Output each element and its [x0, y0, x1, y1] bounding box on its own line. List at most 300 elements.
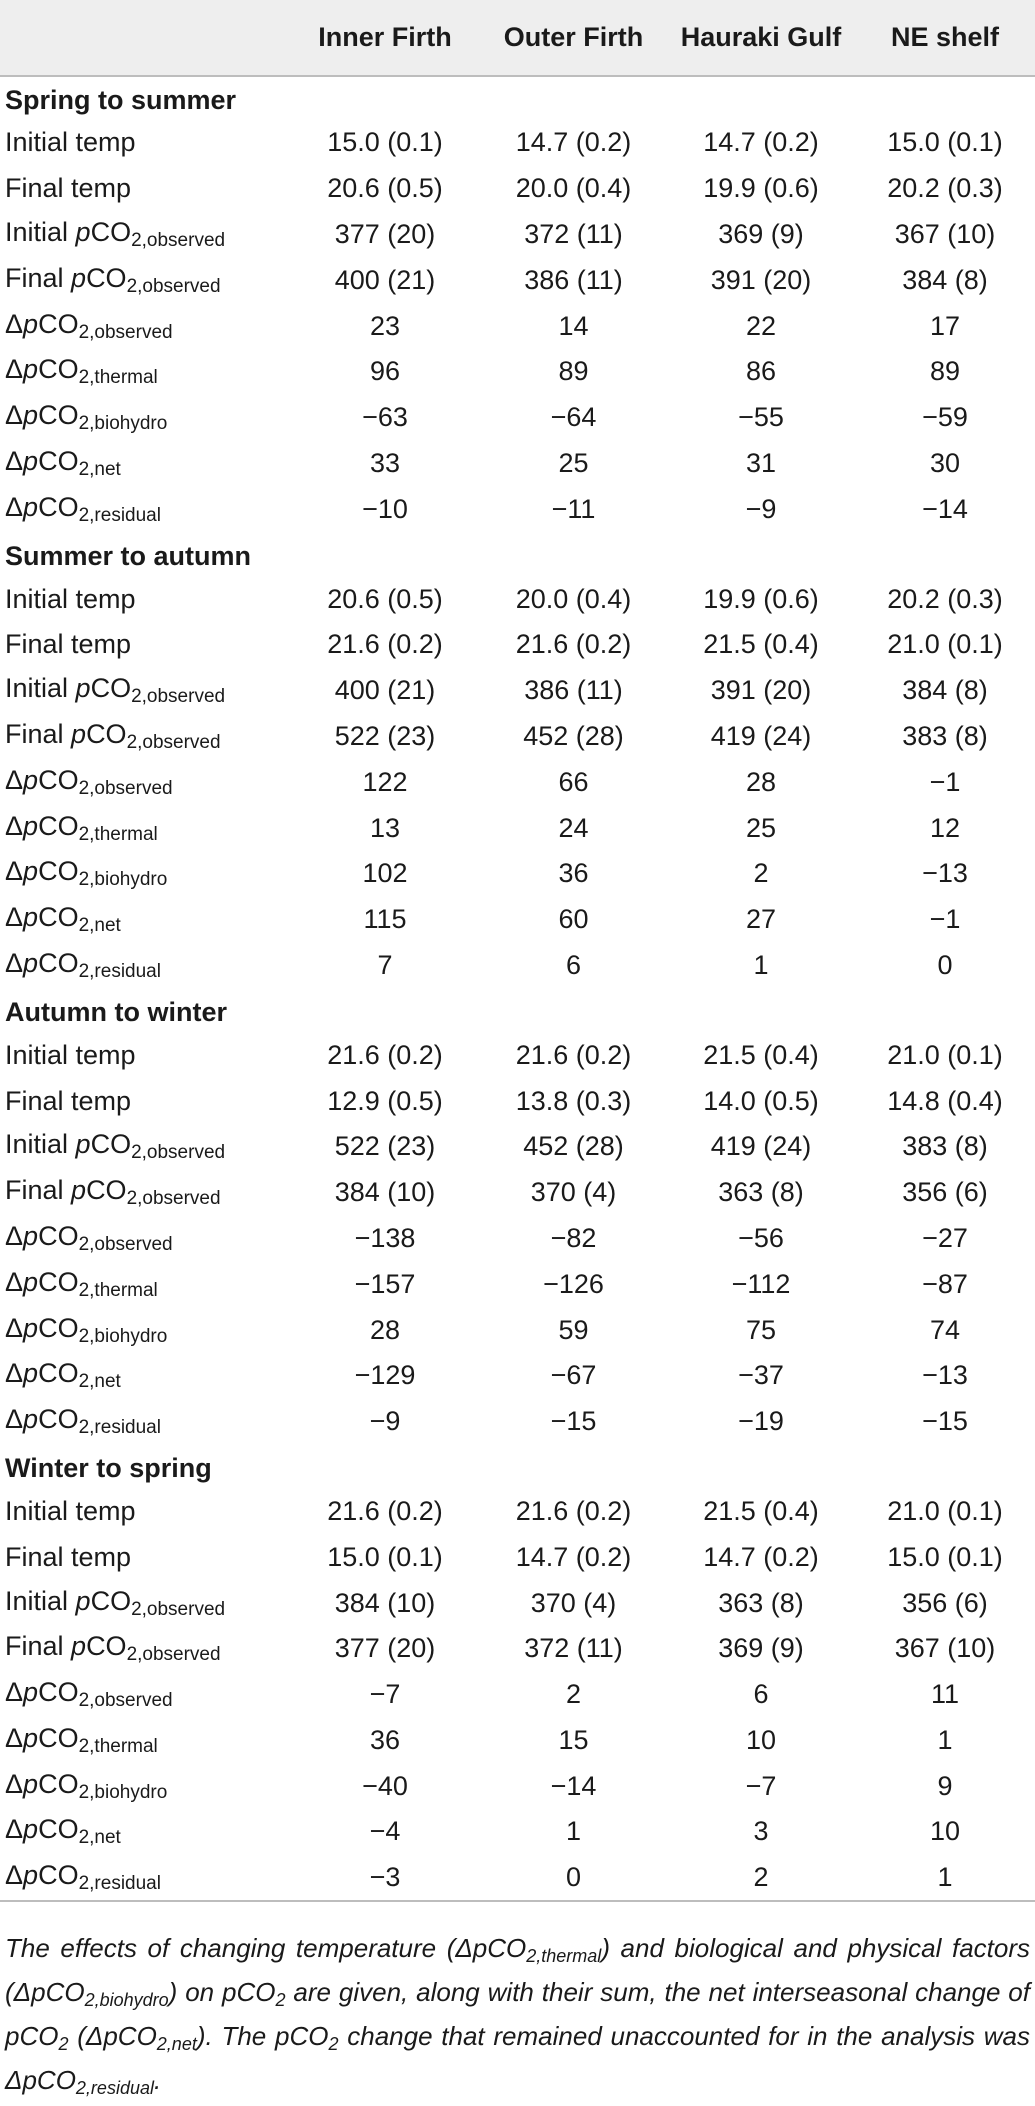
row-label: [0, 1032, 290, 1078]
table-cell: 25: [558, 447, 589, 478]
table-cell: −63: [362, 402, 408, 433]
row-label-prefix: Δ: [5, 1859, 24, 1890]
table-cell: 522 (23): [334, 720, 436, 751]
table-cell: 33: [369, 447, 401, 478]
table-cell: 356 (6): [902, 1177, 988, 1208]
row-label-prefix: Δ: [5, 856, 24, 887]
row-label-italic-p: p: [23, 856, 39, 887]
row-label-prefix: Initial: [5, 673, 76, 704]
table-cell: 21.6 (0.2): [515, 1039, 632, 1070]
row-label: [0, 576, 290, 622]
row-label-base: Final temp: [5, 1085, 132, 1116]
footnote-text: pCO: [275, 2021, 329, 2051]
footnote-subscript: 2,net: [156, 2034, 197, 2054]
table-cell: 384 (10): [334, 1177, 436, 1208]
table-body: [0, 76, 1035, 1901]
footnote-subscript: 2: [275, 1990, 286, 2010]
row-label-italic-p: p: [23, 400, 39, 431]
table-cell: 452 (28): [523, 720, 624, 751]
table-row: [0, 1353, 1035, 1399]
row-label-subscript: 2,observed: [78, 777, 173, 799]
row-label-prefix: Δ: [5, 354, 24, 385]
table-cell: 19.9 (0.6): [703, 583, 819, 614]
row-label-base: CO: [38, 354, 79, 385]
footnote-text: ). The: [196, 2021, 276, 2051]
table-row: [0, 486, 1035, 532]
table-cell: 400 (21): [334, 264, 436, 295]
row-label-italic-p: p: [23, 1266, 39, 1297]
row-label-subscript: 2,observed: [78, 1233, 173, 1255]
col-header: NE shelf: [855, 0, 1035, 76]
table-cell: 384 (8): [902, 675, 988, 706]
row-label-base: CO: [38, 764, 79, 795]
row-label: [0, 395, 290, 441]
footnote-subscript: 2: [58, 2034, 69, 2054]
col-header: Outer Firth: [480, 0, 667, 76]
table-row: [0, 576, 1035, 622]
table-cell: 6: [565, 949, 582, 980]
footnote-text: pCO: [472, 1933, 527, 1963]
table-cell: 522 (23): [334, 1131, 436, 1162]
row-label: [0, 1261, 290, 1307]
table-cell: −9: [745, 493, 777, 524]
table-cell: −3: [290, 1855, 480, 1901]
table-row: [0, 1809, 1035, 1855]
row-label-italic-p: p: [75, 1129, 91, 1160]
footnote-text: change that remained unaccounted for in the analysis was Δ: [5, 2021, 1030, 2095]
row-label-prefix: Final: [5, 1175, 72, 1206]
row-label: [0, 1216, 290, 1262]
table-cell: 21.6 (0.2): [515, 629, 632, 660]
table-cell: 7: [377, 949, 393, 980]
table-cell: 0: [937, 949, 953, 980]
table-cell: 1: [855, 1855, 1035, 1901]
row-label-base: CO: [38, 308, 79, 339]
table-cell: 10: [745, 1724, 777, 1755]
table-cell: 27: [745, 904, 777, 935]
row-label-italic-p: p: [23, 1722, 39, 1753]
row-label-base: Final temp: [5, 629, 132, 660]
table-cell: 2: [753, 858, 769, 889]
table-row: [0, 1078, 1035, 1124]
row-label: [0, 1626, 290, 1672]
table-cell: 384 (8): [902, 264, 988, 295]
table-row: [0, 943, 1035, 989]
row-label: [0, 668, 290, 714]
table-cell: 369 (9): [718, 1633, 804, 1664]
table-cell: 419 (24): [710, 720, 812, 751]
table-cell: −126: [543, 1268, 604, 1299]
row-label-subscript: 2,thermal: [78, 823, 158, 845]
table-row: [0, 212, 1035, 258]
table-cell: −14: [550, 1770, 597, 1801]
footnote-text: pCO: [222, 1977, 276, 2007]
table-cell: 89: [929, 356, 961, 387]
row-label-prefix: Δ: [5, 1404, 24, 1435]
table-cell: 14: [558, 310, 589, 341]
table-cell: 14.7 (0.2): [515, 127, 632, 158]
table-cell: 74: [929, 1314, 961, 1345]
row-label-italic-p: p: [23, 491, 39, 522]
table-cell: −67: [550, 1360, 597, 1391]
row-label: [0, 1124, 290, 1170]
table-cell: 20.0 (0.4): [515, 173, 632, 204]
row-label-prefix: Δ: [5, 308, 24, 339]
row-label-base: CO: [90, 673, 132, 704]
table-cell: 3: [753, 1816, 769, 1847]
section-title: Winter to spring: [5, 1453, 212, 1484]
row-label-subscript: 2,residual: [78, 960, 161, 982]
table-cell: 363 (8): [718, 1177, 804, 1208]
table-cell: −82: [550, 1222, 597, 1253]
table-cell: 115: [363, 904, 407, 935]
table-row: [0, 1261, 1035, 1307]
table-row: [0, 1718, 1035, 1764]
table-cell: 21.0 (0.1): [887, 1039, 1003, 1070]
section-header-row: [0, 988, 1035, 1032]
table-row: [0, 349, 1035, 395]
section-header-row: [0, 76, 1035, 120]
table-cell: 377 (20): [334, 218, 436, 249]
row-label-subscript: 2,observed: [126, 731, 221, 753]
row-label-subscript: 2,observed: [126, 275, 221, 297]
row-label-base: CO: [38, 810, 79, 841]
row-label-base: CO: [38, 1814, 79, 1845]
table-cell: 122: [362, 766, 408, 797]
row-label-prefix: Δ: [5, 1358, 24, 1389]
row-label: [0, 257, 290, 303]
row-label-subscript: 2,observed: [78, 1690, 173, 1712]
table-cell: 367 (10): [894, 1633, 996, 1664]
row-label-base: CO: [86, 262, 127, 293]
table-row: [0, 897, 1035, 943]
table-cell: −15: [550, 1406, 597, 1437]
row-label-base: CO: [38, 1722, 79, 1753]
table-cell: −4: [369, 1816, 401, 1847]
table-cell: 17: [929, 310, 961, 341]
table-cell: −13: [922, 1360, 968, 1391]
row-label-subscript: 2,residual: [78, 1417, 161, 1439]
table-cell: 391 (20): [710, 264, 812, 295]
row-label-subscript: 2,net: [78, 915, 121, 937]
table-footnote: [5, 1930, 1030, 2106]
table-cell: 15.0 (0.1): [887, 1541, 1003, 1572]
row-label-prefix: Δ: [5, 764, 24, 795]
table-cell: 9: [937, 1770, 953, 1801]
table-cell: 75: [745, 1314, 777, 1345]
footnote-text: pCO: [31, 1977, 85, 2007]
footnote-text: ) and biological and physical factors (Δ: [5, 1933, 1030, 2007]
table-row: [0, 851, 1035, 897]
row-label-subscript: 2,observed: [78, 321, 173, 343]
row-label-subscript: 2,biohydro: [78, 1781, 168, 1803]
table-cell: 391 (20): [710, 675, 812, 706]
row-label-base: CO: [38, 1266, 79, 1297]
row-label-prefix: Δ: [5, 1722, 24, 1753]
row-label-subscript: 2,observed: [126, 1188, 221, 1210]
table-cell: 1: [753, 949, 769, 980]
row-label-italic-p: p: [75, 673, 91, 704]
table-cell: 36: [369, 1724, 401, 1755]
row-label-subscript: 2,residual: [78, 1872, 161, 1894]
row-label-prefix: Δ: [5, 810, 24, 841]
row-label-prefix: Δ: [5, 947, 24, 978]
footnote-subscript: 2,residual: [75, 2078, 154, 2098]
table-cell: 1: [937, 1724, 953, 1755]
table-cell: 20.2 (0.3): [887, 583, 1003, 614]
row-label-italic-p: p: [23, 308, 39, 339]
row-label: [0, 1534, 290, 1580]
row-label: [0, 759, 290, 805]
row-label-prefix: Δ: [5, 1220, 24, 1251]
row-label: [0, 1763, 290, 1809]
table-row: [0, 120, 1035, 166]
row-label: [0, 212, 290, 258]
row-label: [0, 1307, 290, 1353]
row-label-base: CO: [38, 445, 79, 476]
table-cell: −1: [929, 904, 961, 935]
table-cell: 36: [558, 858, 589, 889]
row-label-italic-p: p: [23, 947, 39, 978]
row-label-prefix: Δ: [5, 1312, 24, 1343]
table-row: [0, 1763, 1035, 1809]
table-cell: 12: [929, 812, 961, 843]
row-label-subscript: 2,biohydro: [78, 869, 168, 891]
row-label: [0, 1170, 290, 1216]
table-cell: 66: [558, 766, 589, 797]
table-row: [0, 668, 1035, 714]
table-cell: −55: [738, 402, 784, 433]
row-label-subscript: 2,net: [78, 1827, 121, 1849]
row-label-prefix: Initial: [5, 216, 76, 247]
table-cell: −14: [922, 493, 968, 524]
row-label: [0, 349, 290, 395]
section-title: Spring to summer: [5, 85, 237, 115]
row-label-base: Initial temp: [5, 583, 136, 614]
table-cell: −129: [354, 1360, 416, 1391]
table-row: [0, 1124, 1035, 1170]
row-label-subscript: 2,observed: [126, 1644, 221, 1666]
row-label-prefix: Δ: [5, 445, 24, 476]
row-label-base: CO: [86, 1631, 127, 1662]
table-cell: −19: [738, 1406, 784, 1437]
table-cell: 0: [480, 1855, 667, 1901]
row-label-base: CO: [38, 1404, 79, 1435]
table-cell: 21.6 (0.2): [327, 1039, 443, 1070]
row-label-base: CO: [38, 1312, 79, 1343]
table-cell: 369 (9): [718, 218, 804, 249]
row-label: [0, 622, 290, 668]
row-label-subscript: 2,observed: [131, 229, 226, 251]
row-label: [0, 1489, 290, 1535]
row-label-base: CO: [38, 1859, 79, 1890]
table-row: [0, 1855, 1035, 1901]
table-row: [0, 1534, 1035, 1580]
table-row: [0, 257, 1035, 303]
row-label-italic-p: p: [23, 1312, 39, 1343]
table-cell: 386 (11): [524, 264, 623, 295]
table-cell: −40: [362, 1770, 408, 1801]
row-label-prefix: Δ: [5, 491, 24, 522]
table-cell: 6: [753, 1679, 769, 1710]
row-label: [0, 851, 290, 897]
row-label-italic-p: p: [75, 1585, 91, 1616]
row-label-subscript: 2,net: [78, 1371, 121, 1393]
row-label-italic-p: p: [75, 216, 91, 247]
row-label: [0, 441, 290, 487]
row-label-subscript: 2,thermal: [78, 1735, 158, 1757]
row-label-prefix: Initial: [5, 1585, 76, 1616]
row-label-base: CO: [90, 1585, 132, 1616]
row-label-subscript: 2,thermal: [78, 367, 158, 389]
table-cell: −10: [362, 493, 408, 524]
table-cell: 13.8 (0.3): [515, 1085, 632, 1116]
row-label-prefix: Δ: [5, 1266, 24, 1297]
row-label-subscript: 2,net: [78, 458, 121, 480]
row-label-base: CO: [38, 1220, 79, 1251]
table-row: [0, 441, 1035, 487]
table-cell: 15: [558, 1724, 589, 1755]
row-label-subscript: 2,biohydro: [78, 1325, 168, 1347]
table-cell: −56: [738, 1222, 784, 1253]
footnote-text: .: [153, 2065, 162, 2095]
row-label-base: CO: [38, 1768, 79, 1799]
table-cell: 20.6 (0.5): [327, 173, 443, 204]
table-cell: 13: [369, 812, 401, 843]
row-label-italic-p: p: [23, 1404, 39, 1435]
table-cell: 30: [929, 447, 961, 478]
table-cell: 20.0 (0.4): [515, 583, 632, 614]
row-label-base: CO: [38, 947, 79, 978]
row-label-base: CO: [38, 1358, 79, 1389]
footnote-subscript: 2: [328, 2034, 339, 2054]
row-label-prefix: Δ: [5, 902, 24, 933]
row-label: [0, 303, 290, 349]
row-label: [0, 1399, 290, 1445]
table-cell: −9: [369, 1406, 401, 1437]
footnote-text: pCO: [22, 2065, 76, 2095]
row-label: [0, 166, 290, 212]
table-cell: 102: [362, 858, 408, 889]
row-label-italic-p: p: [71, 1631, 87, 1662]
row-label-base: CO: [38, 856, 79, 887]
row-label: [0, 805, 290, 851]
table-cell: 21.6 (0.2): [327, 629, 443, 660]
table-row: [0, 1672, 1035, 1718]
table-cell: 25: [745, 812, 777, 843]
row-label-italic-p: p: [23, 1220, 39, 1251]
footnote-text: pCO: [5, 2021, 59, 2051]
table-row: [0, 1580, 1035, 1626]
row-label-italic-p: p: [23, 1768, 39, 1799]
row-label-base: CO: [86, 1175, 127, 1206]
footnote-subscript: 2,thermal: [526, 1946, 602, 1966]
table-cell: 400 (21): [334, 675, 436, 706]
footnote-text: (Δ: [68, 2021, 104, 2051]
table-cell: 419 (24): [710, 1131, 812, 1162]
row-label: [0, 714, 290, 760]
row-label-subscript: 2,observed: [131, 1142, 226, 1164]
table-row: [0, 622, 1035, 668]
table-cell: 21.6 (0.2): [515, 1495, 632, 1526]
row-label: [0, 1672, 290, 1718]
table-cell: 28: [369, 1314, 401, 1345]
footnote-text: pCO: [103, 2021, 157, 2051]
row-label: [0, 486, 290, 532]
table-cell: 363 (8): [718, 1587, 804, 1618]
row-label-italic-p: p: [23, 902, 39, 933]
row-label-prefix: Final: [5, 1631, 72, 1662]
table-cell: 14.0 (0.5): [703, 1085, 819, 1116]
table-cell: 14.8 (0.4): [887, 1085, 1003, 1116]
row-label-italic-p: p: [23, 1859, 39, 1890]
row-label-prefix: Δ: [5, 1768, 24, 1799]
row-label-base: CO: [38, 400, 79, 431]
table-header: [0, 0, 1035, 76]
table-cell: 14.7 (0.2): [703, 1541, 819, 1572]
row-label-subscript: 2,thermal: [78, 1279, 158, 1301]
table-cell: 372 (11): [524, 1633, 623, 1664]
row-label-subscript: 2,residual: [78, 504, 161, 526]
table-cell: 367 (10): [894, 218, 996, 249]
row-label-prefix: Final: [5, 718, 72, 749]
row-label-subscript: 2,observed: [131, 686, 226, 708]
table-cell: −15: [922, 1406, 968, 1437]
row-label-base: CO: [90, 1129, 132, 1160]
table-cell: 21.0 (0.1): [887, 1495, 1003, 1526]
table-cell: −112: [731, 1268, 791, 1299]
table-row: [0, 1626, 1035, 1672]
table-cell: 356 (6): [902, 1587, 988, 1618]
row-label-base: CO: [86, 718, 127, 749]
row-label: [0, 1078, 290, 1124]
col-header: Inner Firth: [290, 0, 480, 76]
table-cell: 21.5 (0.4): [703, 1039, 819, 1070]
table-cell: −59: [922, 402, 968, 433]
table-row: [0, 1032, 1035, 1078]
table-cell: 11: [930, 1679, 960, 1710]
table-cell: −27: [922, 1222, 968, 1253]
row-label: [0, 120, 290, 166]
row-label-base: Final temp: [5, 1541, 132, 1572]
table-cell: 31: [745, 447, 777, 478]
table-cell: 452 (28): [523, 1131, 624, 1162]
table-cell: −11: [551, 493, 596, 524]
table-cell: 370 (4): [530, 1587, 617, 1618]
table-row: [0, 714, 1035, 760]
row-label: [0, 1353, 290, 1399]
table-cell: 2: [667, 1855, 855, 1901]
row-label-italic-p: p: [23, 1677, 39, 1708]
section-header-row: [0, 1445, 1035, 1489]
table-cell: 23: [369, 310, 401, 341]
row-label-italic-p: p: [23, 354, 39, 385]
table-cell: −1: [929, 766, 961, 797]
header-blank: [0, 0, 290, 76]
table-cell: 24: [558, 812, 589, 843]
row-label: [0, 1718, 290, 1764]
row-label: [0, 943, 290, 989]
table-cell: 370 (4): [530, 1177, 617, 1208]
table-cell: 383 (8): [902, 720, 988, 751]
row-label-subscript: 2,observed: [131, 1598, 226, 1620]
table-cell: 14.7 (0.2): [703, 127, 819, 158]
table-row: [0, 1489, 1035, 1535]
row-label: [0, 1580, 290, 1626]
row-label-base: CO: [38, 491, 79, 522]
footnote-text: The effects of changing temperature (Δ: [5, 1933, 473, 1963]
row-label-base: Final temp: [5, 173, 132, 204]
